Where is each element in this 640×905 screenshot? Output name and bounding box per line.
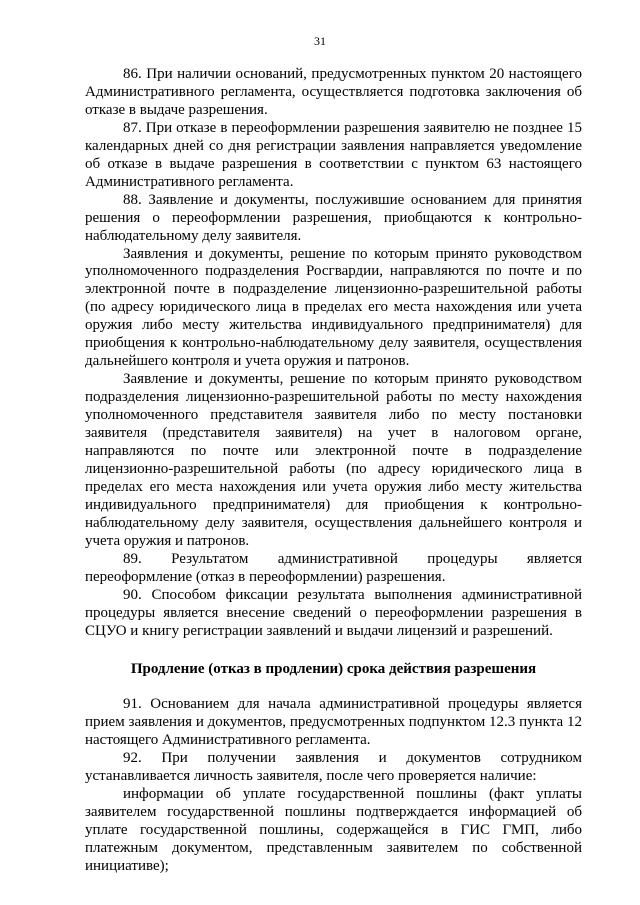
section-heading: Продление (отказ в продлении) срока действия разрешения [130,660,537,677]
page-number: 31 [314,34,326,48]
paragraph: 92. При получении заявления и документов сотрудником устанавливается личность заявителя, после чего проверяется наличие: [85,750,582,785]
paragraph: 87. При отказе в переоформлении разрешения заявителю не позднее 15 календарных дней со дня регистрации заявления направляется уведомление об отказе в выдаче разрешения в соответствии с пунктом 63 настоящего Административного регламента. [85,119,582,190]
paragraph: информации об уплате государственной пошлины (факт уплаты заявителем государственной пошлины подтверждается информацией об уплате государственной пошлины, содержащейся в ГИС ГМП, либо платежным документом, представленным заявителем по собственной инициативе); [85,786,582,875]
paragraph: 89. Результатом административной процедуры является переоформление (отказ в переоформлении) разрешения. [85,550,582,585]
paragraph: 90. Способом фиксации результата выполнения административной процедуры является внесение сведений о переоформлении разрешения в СЦУО и книгу регистрации заявлений и выдачи лицензий и разрешений. [85,586,582,639]
paragraph: 88. Заявление и документы, послужившие основанием для принятия решения о переоформлении разрешения, приобщаются к контрольно-наблюдательному делу заявителя. [85,191,582,244]
paragraph: 91. Основанием для начала административной процедуры является прием заявления и документов, предусмотренных подпунктом 12.3 пункта 12 настоящего Административного регламента. [85,696,582,749]
paragraph: 86. При наличии оснований, предусмотренных пунктом 20 настоящего Административного регламента, осуществляется подготовка заключения об отказе в выдаче разрешения. [85,66,582,118]
document-body [85,66,582,876]
paragraph: Заявления и документы, решение по которым принято руководством уполномоченного подразделения Росгвардии, направляются по почте и по электронной почте в подразделение лицензионно-разрешительной работы (по адресу юридического лица в пределах его места нахождения или учета оружия либо месту жительства индивидуального предпринимателя) для приобщения к контрольно-наблюдательному делу заявителя, осуществления дальнейшего контроля и учета оружия и патронов. [85,245,582,370]
paragraph: Заявление и документы, решение по которым принято руководством подразделения лицензионно-разрешительной работы по месту нахождения уполномоченного представителя заявителя либо по месту постановки заявителя (представителя заявителя) на учет в налоговом органе, направляются по почте или электронной почте в подразделение лицензионно-разрешительной работы (по адресу юридического лица в пределах его места нахождения или учета оружия либо месту жительства индивидуального предпринимателя) для приобщения к контрольно-наблюдательному делу заявителя, осуществления дальнейшего контроля и учета оружия и патронов. [85,371,582,549]
